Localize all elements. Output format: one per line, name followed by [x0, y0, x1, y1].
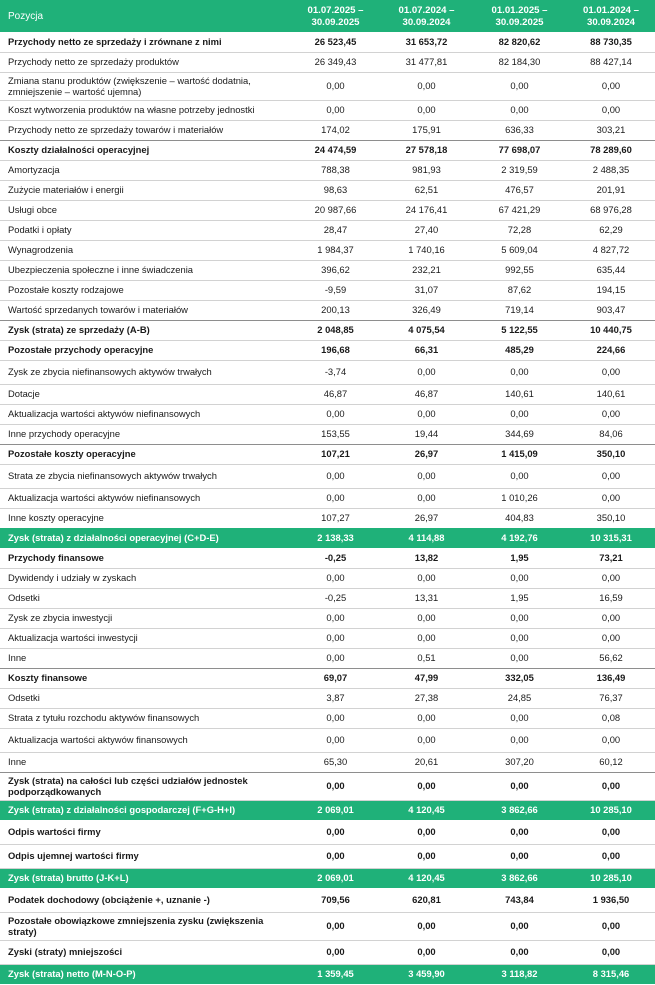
row-value-3: 2 319,59 — [472, 160, 567, 180]
row-value-2: 62,51 — [381, 180, 472, 200]
row-value-3: 332,05 — [472, 668, 567, 688]
header-period-1 — [290, 0, 381, 32]
header-period-4 — [567, 0, 655, 32]
row-label: Zysk (strata) na całości lub części udziałów jednostek podporządkowanych — [0, 772, 290, 800]
header-period-3-to: 30.09.2025 — [495, 16, 544, 28]
row-value-2: 0,00 — [381, 464, 472, 488]
row-label: Inne przychody operacyjne — [0, 424, 290, 444]
row-label: Aktualizacja wartości aktywów niefinansowych — [0, 488, 290, 508]
row-value-3: 77 698,07 — [472, 140, 567, 160]
row-value-4: 201,91 — [567, 180, 655, 200]
table-row — [0, 820, 655, 844]
row-value-2: 0,00 — [381, 100, 472, 120]
row-value-1: 20 987,66 — [290, 200, 381, 220]
table-row — [0, 300, 655, 320]
row-value-3: 0,00 — [472, 608, 567, 628]
table-row — [0, 120, 655, 140]
row-label: Zysk (strata) netto (M-N-O-P) — [0, 964, 290, 984]
row-value-1: 24 474,59 — [290, 140, 381, 160]
table-row — [0, 260, 655, 280]
table-row — [0, 568, 655, 588]
row-value-3: 0,00 — [472, 628, 567, 648]
table-row — [0, 844, 655, 868]
table-row — [0, 100, 655, 120]
table-row — [0, 868, 655, 888]
row-value-1: 26 349,43 — [290, 52, 381, 72]
row-value-2: 27,38 — [381, 688, 472, 708]
row-value-2: 27 578,18 — [381, 140, 472, 160]
row-value-1: 2 069,01 — [290, 800, 381, 820]
row-value-3: 476,57 — [472, 180, 567, 200]
row-value-1: 0,00 — [290, 404, 381, 424]
table-row — [0, 528, 655, 548]
row-value-3: 0,00 — [472, 72, 567, 100]
row-value-2: 0,00 — [381, 772, 472, 800]
row-value-2: 27,40 — [381, 220, 472, 240]
row-value-3: 0,00 — [472, 912, 567, 940]
table-row — [0, 200, 655, 220]
row-value-1: 2 048,85 — [290, 320, 381, 340]
row-value-2: 4 114,88 — [381, 528, 472, 548]
table-row — [0, 588, 655, 608]
row-value-4: 140,61 — [567, 384, 655, 404]
row-label: Aktualizacja wartości inwestycji — [0, 628, 290, 648]
row-value-3: 72,28 — [472, 220, 567, 240]
table-row — [0, 280, 655, 300]
row-value-3: 485,29 — [472, 340, 567, 360]
row-label: Usługi obce — [0, 200, 290, 220]
row-value-2: 0,00 — [381, 404, 472, 424]
row-label: Pozostałe obowiązkowe zmniejszenia zysku (zwiększenia straty) — [0, 912, 290, 940]
row-value-4: 0,00 — [567, 404, 655, 424]
row-value-2: 0,00 — [381, 912, 472, 940]
row-value-3: 0,00 — [472, 772, 567, 800]
row-value-1: 107,21 — [290, 444, 381, 464]
row-label: Aktualizacja wartości aktywów niefinansowych — [0, 404, 290, 424]
header-period-4-to: 30.09.2024 — [586, 16, 635, 28]
row-value-3: 719,14 — [472, 300, 567, 320]
row-value-4: 0,00 — [567, 360, 655, 384]
table-row — [0, 608, 655, 628]
row-value-3: 1,95 — [472, 588, 567, 608]
row-label: Zysk (strata) z działalności operacyjnej (C+D-E) — [0, 528, 290, 548]
header-period-2-from: 01.07.2024 – — [398, 5, 455, 17]
row-value-1: 0,00 — [290, 844, 381, 868]
row-label: Inne — [0, 752, 290, 772]
row-value-2: 46,87 — [381, 384, 472, 404]
row-value-1: 153,55 — [290, 424, 381, 444]
row-label: Odpis ujemnej wartości firmy — [0, 844, 290, 868]
row-label: Pozostałe koszty rodzajowe — [0, 280, 290, 300]
row-value-4: 0,00 — [567, 568, 655, 588]
table-row — [0, 320, 655, 340]
table-row — [0, 160, 655, 180]
row-value-1: 0,00 — [290, 772, 381, 800]
row-label: Dotacje — [0, 384, 290, 404]
table-row — [0, 32, 655, 52]
row-value-4: 76,37 — [567, 688, 655, 708]
table-row — [0, 888, 655, 912]
row-value-3: 992,55 — [472, 260, 567, 280]
row-value-3: 307,20 — [472, 752, 567, 772]
row-value-4: 0,00 — [567, 72, 655, 100]
table-row — [0, 220, 655, 240]
table-row — [0, 424, 655, 444]
row-value-4: 194,15 — [567, 280, 655, 300]
row-label: Podatek dochodowy (obciążenie +, uznanie -) — [0, 888, 290, 912]
row-value-3: 0,00 — [472, 648, 567, 668]
row-value-1: 0,00 — [290, 728, 381, 752]
row-value-2: 0,00 — [381, 628, 472, 648]
row-value-1: 709,56 — [290, 888, 381, 912]
row-value-1: 26 523,45 — [290, 32, 381, 52]
row-value-1: -0,25 — [290, 548, 381, 568]
row-value-2: 0,00 — [381, 608, 472, 628]
row-value-3: 0,00 — [472, 708, 567, 728]
table-row — [0, 464, 655, 488]
row-value-1: -9,59 — [290, 280, 381, 300]
row-value-1: 0,00 — [290, 912, 381, 940]
row-value-1: 396,62 — [290, 260, 381, 280]
row-value-4: 303,21 — [567, 120, 655, 140]
row-value-1: 0,00 — [290, 708, 381, 728]
row-value-2: 26,97 — [381, 508, 472, 528]
row-value-4: 88 427,14 — [567, 52, 655, 72]
row-value-3: 0,00 — [472, 360, 567, 384]
table-row — [0, 72, 655, 100]
table-row — [0, 668, 655, 688]
row-value-4: 60,12 — [567, 752, 655, 772]
row-value-1: 69,07 — [290, 668, 381, 688]
row-value-2: 0,00 — [381, 568, 472, 588]
row-value-2: 0,00 — [381, 708, 472, 728]
row-value-1: 0,00 — [290, 608, 381, 628]
row-value-1: 28,47 — [290, 220, 381, 240]
row-value-4: 0,00 — [567, 940, 655, 964]
row-value-2: 0,51 — [381, 648, 472, 668]
row-value-4: 62,29 — [567, 220, 655, 240]
row-value-3: 1,95 — [472, 548, 567, 568]
row-value-2: 4 075,54 — [381, 320, 472, 340]
row-value-4: 88 730,35 — [567, 32, 655, 52]
header-period-2 — [381, 0, 472, 32]
row-value-2: 19,44 — [381, 424, 472, 444]
row-value-2: 981,93 — [381, 160, 472, 180]
row-label: Koszty finansowe — [0, 668, 290, 688]
header-period-4-from: 01.01.2024 – — [582, 5, 640, 17]
table-row — [0, 340, 655, 360]
row-value-2: 620,81 — [381, 888, 472, 912]
row-value-2: 4 120,45 — [381, 868, 472, 888]
row-value-1: 3,87 — [290, 688, 381, 708]
row-value-2: 0,00 — [381, 728, 472, 752]
row-value-4: 0,00 — [567, 464, 655, 488]
row-value-1: 2 138,33 — [290, 528, 381, 548]
row-label: Dywidendy i udziały w zyskach — [0, 568, 290, 588]
row-value-3: 82 820,62 — [472, 32, 567, 52]
table-row — [0, 648, 655, 668]
row-value-1: 65,30 — [290, 752, 381, 772]
row-value-3: 87,62 — [472, 280, 567, 300]
row-value-3: 344,69 — [472, 424, 567, 444]
table-row — [0, 728, 655, 752]
table-row — [0, 140, 655, 160]
row-value-1: 0,00 — [290, 568, 381, 588]
row-value-3: 0,00 — [472, 404, 567, 424]
row-value-2: 175,91 — [381, 120, 472, 140]
table-row — [0, 940, 655, 964]
row-label: Koszt wytworzenia produktów na własne potrzeby jednostki — [0, 100, 290, 120]
table-row — [0, 800, 655, 820]
row-value-4: 68 976,28 — [567, 200, 655, 220]
row-value-2: 20,61 — [381, 752, 472, 772]
row-value-4: 0,00 — [567, 728, 655, 752]
row-label: Przychody netto ze sprzedaży produktów — [0, 52, 290, 72]
row-label: Strata ze zbycia niefinansowych aktywów trwałych — [0, 464, 290, 488]
row-value-4: 10 315,31 — [567, 528, 655, 548]
row-value-3: 5 609,04 — [472, 240, 567, 260]
row-value-2: 1 740,16 — [381, 240, 472, 260]
row-value-1: 0,00 — [290, 820, 381, 844]
header-position-label: Pozycja — [0, 0, 290, 32]
row-value-4: 10 440,75 — [567, 320, 655, 340]
row-value-4: 16,59 — [567, 588, 655, 608]
table-row — [0, 180, 655, 200]
row-value-3: 404,83 — [472, 508, 567, 528]
table-row — [0, 752, 655, 772]
table-row — [0, 912, 655, 940]
row-value-2: 4 120,45 — [381, 800, 472, 820]
row-value-1: 0,00 — [290, 100, 381, 120]
row-value-4: 10 285,10 — [567, 868, 655, 888]
row-value-3: 67 421,29 — [472, 200, 567, 220]
row-value-1: 0,00 — [290, 648, 381, 668]
row-value-4: 350,10 — [567, 508, 655, 528]
row-value-3: 4 192,76 — [472, 528, 567, 548]
header-period-1-to: 30.09.2025 — [311, 16, 360, 28]
row-value-3: 1 010,26 — [472, 488, 567, 508]
row-value-4: 224,66 — [567, 340, 655, 360]
row-label: Przychody netto ze sprzedaży towarów i materiałów — [0, 120, 290, 140]
row-label: Zyski (straty) mniejszości — [0, 940, 290, 964]
row-label: Inne koszty operacyjne — [0, 508, 290, 528]
row-value-1: 98,63 — [290, 180, 381, 200]
row-value-3: 0,00 — [472, 940, 567, 964]
row-value-4: 1 936,50 — [567, 888, 655, 912]
row-label: Zysk ze zbycia niefinansowych aktywów trwałych — [0, 360, 290, 384]
row-value-4: 0,00 — [567, 912, 655, 940]
row-value-3: 3 862,66 — [472, 868, 567, 888]
row-value-2: 31 653,72 — [381, 32, 472, 52]
row-value-3: 636,33 — [472, 120, 567, 140]
row-value-1: 1 359,45 — [290, 964, 381, 984]
row-label: Inne — [0, 648, 290, 668]
table-row — [0, 52, 655, 72]
table-row — [0, 404, 655, 424]
row-value-2: 0,00 — [381, 488, 472, 508]
row-label: Aktualizacja wartości aktywów finansowych — [0, 728, 290, 752]
row-value-1: 174,02 — [290, 120, 381, 140]
row-value-4: 10 285,10 — [567, 800, 655, 820]
row-value-1: 0,00 — [290, 940, 381, 964]
table-body — [0, 32, 655, 984]
header-period-3 — [472, 0, 567, 32]
row-value-3: 0,00 — [472, 464, 567, 488]
row-value-3: 3 862,66 — [472, 800, 567, 820]
row-value-4: 2 488,35 — [567, 160, 655, 180]
row-label: Przychody netto ze sprzedaży i zrównane z nimi — [0, 32, 290, 52]
row-value-1: 196,68 — [290, 340, 381, 360]
row-label: Amortyzacja — [0, 160, 290, 180]
row-label: Odsetki — [0, 688, 290, 708]
row-value-4: 4 827,72 — [567, 240, 655, 260]
row-value-1: 46,87 — [290, 384, 381, 404]
table-row — [0, 628, 655, 648]
row-label: Podatki i opłaty — [0, 220, 290, 240]
table-row — [0, 772, 655, 800]
row-value-4: 0,00 — [567, 820, 655, 844]
table-row — [0, 548, 655, 568]
row-value-1: 788,38 — [290, 160, 381, 180]
table-row — [0, 508, 655, 528]
row-value-3: 0,00 — [472, 100, 567, 120]
row-value-4: 56,62 — [567, 648, 655, 668]
row-value-2: 232,21 — [381, 260, 472, 280]
row-value-1: 200,13 — [290, 300, 381, 320]
row-value-4: 635,44 — [567, 260, 655, 280]
row-label: Pozostałe przychody operacyjne — [0, 340, 290, 360]
row-value-2: 31,07 — [381, 280, 472, 300]
row-value-4: 8 315,46 — [567, 964, 655, 984]
row-label: Odsetki — [0, 588, 290, 608]
row-value-3: 1 415,09 — [472, 444, 567, 464]
row-value-1: 0,00 — [290, 628, 381, 648]
row-value-3: 82 184,30 — [472, 52, 567, 72]
row-value-4: 0,00 — [567, 628, 655, 648]
row-label: Strata z tytułu rozchodu aktywów finansowych — [0, 708, 290, 728]
row-value-4: 350,10 — [567, 444, 655, 464]
row-value-2: 31 477,81 — [381, 52, 472, 72]
row-value-2: 13,82 — [381, 548, 472, 568]
row-value-2: 0,00 — [381, 820, 472, 844]
row-value-2: 326,49 — [381, 300, 472, 320]
row-value-1: 0,00 — [290, 464, 381, 488]
table-header — [0, 0, 655, 32]
row-value-4: 136,49 — [567, 668, 655, 688]
row-value-3: 24,85 — [472, 688, 567, 708]
table-row — [0, 708, 655, 728]
row-label: Wartość sprzedanych towarów i materiałów — [0, 300, 290, 320]
table-row — [0, 488, 655, 508]
table-row — [0, 384, 655, 404]
row-value-1: 2 069,01 — [290, 868, 381, 888]
row-value-1: 0,00 — [290, 72, 381, 100]
row-value-4: 0,00 — [567, 100, 655, 120]
row-value-1: 107,27 — [290, 508, 381, 528]
row-value-4: 0,08 — [567, 708, 655, 728]
row-label: Zysk (strata) brutto (J-K+L) — [0, 868, 290, 888]
row-value-2: 0,00 — [381, 360, 472, 384]
row-value-2: 26,97 — [381, 444, 472, 464]
row-value-3: 5 122,55 — [472, 320, 567, 340]
row-label: Zużycie materiałów i energii — [0, 180, 290, 200]
table-row — [0, 360, 655, 384]
row-label: Zmiana stanu produktów (zwiększenie – wartość dodatnia, zmniejszenie – wartość ujemna) — [0, 72, 290, 100]
row-value-4: 84,06 — [567, 424, 655, 444]
row-value-1: -0,25 — [290, 588, 381, 608]
row-value-1: 1 984,37 — [290, 240, 381, 260]
row-value-3: 0,00 — [472, 844, 567, 868]
table-row — [0, 688, 655, 708]
row-value-4: 0,00 — [567, 844, 655, 868]
row-value-4: 903,47 — [567, 300, 655, 320]
row-value-1: 0,00 — [290, 488, 381, 508]
row-value-2: 47,99 — [381, 668, 472, 688]
row-value-4: 0,00 — [567, 772, 655, 800]
row-label: Odpis wartości firmy — [0, 820, 290, 844]
row-value-2: 66,31 — [381, 340, 472, 360]
row-value-3: 0,00 — [472, 568, 567, 588]
row-value-2: 3 459,90 — [381, 964, 472, 984]
header-row — [0, 0, 655, 32]
row-value-2: 24 176,41 — [381, 200, 472, 220]
row-value-4: 0,00 — [567, 608, 655, 628]
row-label: Ubezpieczenia społeczne i inne świadczenia — [0, 260, 290, 280]
row-value-2: 0,00 — [381, 940, 472, 964]
row-value-3: 0,00 — [472, 728, 567, 752]
row-value-3: 743,84 — [472, 888, 567, 912]
row-label: Koszty działalności operacyjnej — [0, 140, 290, 160]
row-value-4: 78 289,60 — [567, 140, 655, 160]
row-label: Przychody finansowe — [0, 548, 290, 568]
row-label: Zysk (strata) z działalności gospodarczej (F+G-H+I) — [0, 800, 290, 820]
row-value-2: 0,00 — [381, 72, 472, 100]
table-row — [0, 964, 655, 984]
row-value-3: 3 118,82 — [472, 964, 567, 984]
row-value-2: 0,00 — [381, 844, 472, 868]
row-label: Zysk ze zbycia inwestycji — [0, 608, 290, 628]
row-label: Pozostałe koszty operacyjne — [0, 444, 290, 464]
row-value-4: 73,21 — [567, 548, 655, 568]
row-value-3: 0,00 — [472, 820, 567, 844]
header-period-2-to: 30.09.2024 — [402, 16, 451, 28]
row-value-4: 0,00 — [567, 488, 655, 508]
table-row — [0, 240, 655, 260]
row-value-2: 13,31 — [381, 588, 472, 608]
row-label: Wynagrodzenia — [0, 240, 290, 260]
row-value-3: 140,61 — [472, 384, 567, 404]
header-period-1-from: 01.07.2025 – — [307, 5, 364, 17]
row-label: Zysk (strata) ze sprzedaży (A-B) — [0, 320, 290, 340]
header-period-3-from: 01.01.2025 – — [491, 5, 548, 17]
row-value-1: -3,74 — [290, 360, 381, 384]
table-row — [0, 444, 655, 464]
